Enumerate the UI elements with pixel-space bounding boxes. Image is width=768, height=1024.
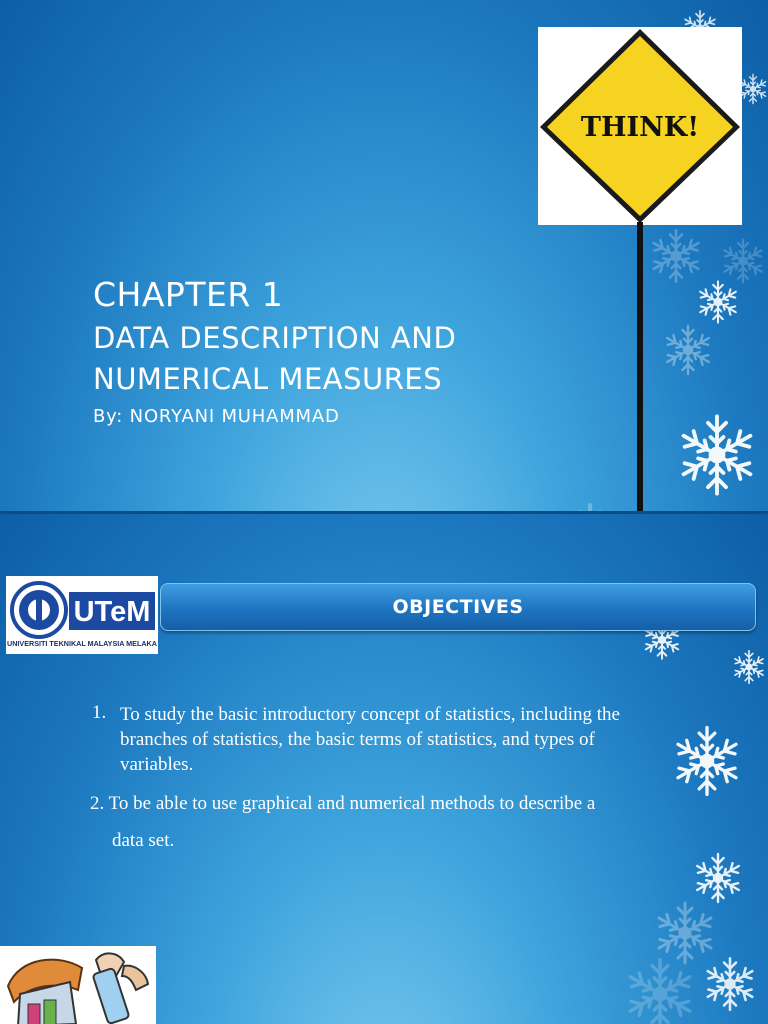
sign-text: THINK! (580, 112, 700, 143)
author-byline: By: NORYANI MUHAMMAD (93, 406, 340, 427)
snowflake-icon (730, 648, 768, 686)
snowflake-icon (660, 322, 716, 378)
logo-caption: UNIVERSITI TEKNIKAL MALAYSIA MELAKA (7, 639, 157, 648)
books-clipart (0, 946, 156, 1024)
snowflake-icon (718, 236, 768, 286)
objective-1-text: To study the basic introductory concept of statistics, including the branches of statistics, the basic terms of statistics, and types of variables. (120, 704, 620, 775)
objective-2-continuation: data set. (112, 830, 175, 851)
snowflake-icon (672, 410, 762, 500)
subtitle-line: NUMERICAL MEASURES (93, 362, 443, 396)
slide-subtitle (93, 318, 553, 400)
objectives-heading: OBJECTIVES (392, 596, 524, 618)
university-logo-icon (6, 576, 158, 654)
subtitle-line: DATA DESCRIPTION AND (93, 321, 457, 355)
snowflake-icon (620, 954, 700, 1024)
utem-logo (6, 576, 158, 654)
think-sign (538, 27, 742, 225)
objective-2-text: 2. To be able to use graphical and numerical methods to describe a (90, 793, 596, 814)
slide-title: CHAPTER 1 (93, 275, 284, 314)
snowflake-icon (540, 498, 640, 512)
warning-sign-icon (538, 27, 742, 225)
logo-wordmark: UTeM (73, 596, 151, 628)
objective-1-number: 1. (92, 702, 107, 723)
objectives-header (160, 583, 756, 631)
snowflake-icon (700, 954, 760, 1014)
snowflake-icon (668, 722, 746, 800)
objectives-slide (0, 514, 768, 1024)
snowflake-icon (646, 226, 706, 286)
books-clipart-icon (0, 946, 156, 1024)
sign-post (637, 222, 643, 512)
